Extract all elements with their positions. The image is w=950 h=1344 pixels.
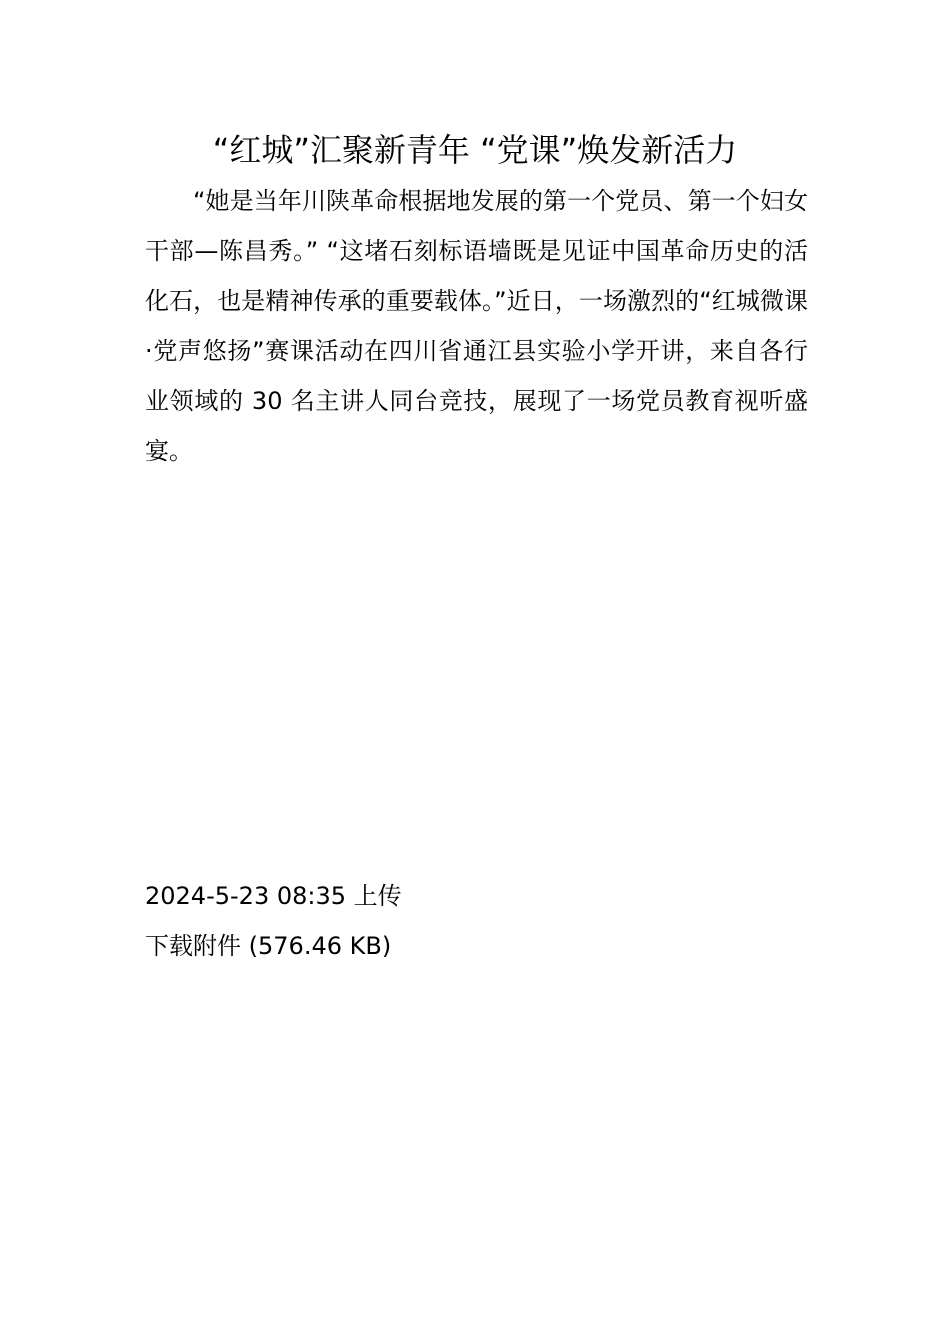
article-body: “她是当年川陕革命根据地发展的第一个党员、第一个妇女干部—陈昌秀。” “这堵石刻标语墙既是见证中国革命历史的活化石，也是精神传承的重要载体。”近日，一场激烈的“红城微课·党声悠扬”赛课活动在四川省通江县实验小学开讲，来自各行业领域的 30 名主讲人同台竞技，展现了一场党员教育视听盛宴。 xyxy=(145,187,808,465)
attachment-size: (576.46 KB) xyxy=(248,932,392,960)
download-attachment[interactable] xyxy=(145,926,391,966)
article-title: “红城”汇聚新青年 “党课”焕发新活力 xyxy=(212,131,738,169)
upload-timestamp: 2024-5-23 08:35 上传 xyxy=(145,882,402,910)
download-attachment-link[interactable]: 下载附件 xyxy=(145,932,241,960)
